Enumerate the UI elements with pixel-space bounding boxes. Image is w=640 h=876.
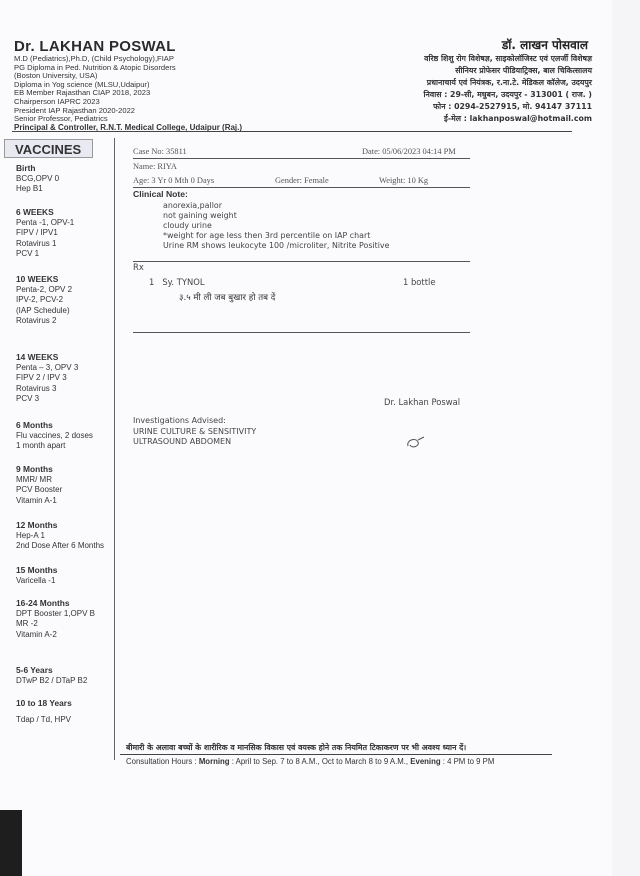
vaccine-item: MR -2 bbox=[16, 619, 38, 628]
vaccine-group-6-months bbox=[16, 420, 93, 452]
prescription-item bbox=[149, 277, 205, 287]
vaccine-item: Penta -1, OPV-1 bbox=[16, 217, 75, 227]
vaccine-item: DPT Booster 1,OPV B bbox=[16, 608, 95, 618]
vaccine-group-10-18-years bbox=[16, 698, 72, 725]
vaccine-item: Rotavirus 2 bbox=[16, 316, 57, 325]
vaccine-group-title: 10 to 18 Years bbox=[16, 698, 72, 708]
vaccine-item: PCV 3 bbox=[16, 394, 40, 403]
vaccine-group-title: 16-24 Months bbox=[16, 598, 70, 608]
medicine-name: Sy. TYNOL bbox=[162, 277, 205, 287]
vaccine-item: Hep-A 1 bbox=[16, 530, 45, 540]
vaccine-item: Varicella -1 bbox=[16, 575, 56, 585]
hindi-line: सीनियर प्रोफेसर पीडियाट्रिक्स, बाल चिकित्सालय bbox=[455, 66, 592, 75]
visit-date: Date: 05/06/2023 04:14 PM bbox=[362, 147, 456, 156]
rx-label: Rx bbox=[133, 262, 144, 272]
patient-gender: Gender: Female bbox=[275, 176, 329, 185]
vaccine-item: DTwP B2 / DTaP B2 bbox=[16, 675, 88, 685]
patient-age: Age: 3 Yr 0 Mth 0 Days bbox=[133, 176, 215, 185]
vaccine-group-title: 9 Months bbox=[16, 464, 53, 474]
vaccine-item: Vitamin A-1 bbox=[16, 495, 57, 505]
vaccine-item: Vitamin A-2 bbox=[16, 629, 57, 639]
clinical-note-line: cloudy urine bbox=[163, 221, 212, 230]
vaccine-group-title: 6 Months bbox=[16, 420, 53, 430]
vaccine-item: FIPV 2 / IPV 3 bbox=[16, 373, 67, 382]
vaccine-item: 2nd Dose After 6 Months bbox=[16, 541, 105, 550]
divider bbox=[133, 332, 470, 333]
vaccine-item: Penta – 3, OPV 3 bbox=[16, 362, 79, 372]
principal-line: Principal & Controller, R.N.T. Medical College, Udaipur (Raj.) bbox=[14, 122, 243, 132]
vaccine-group-6-weeks bbox=[16, 207, 74, 260]
vaccine-group-birth bbox=[16, 163, 59, 195]
hindi-line: प्रधानाचार्य एवं नियंत्रक, र.ना.टे. मेडिकल कॉलेज, उदयपुर bbox=[426, 78, 592, 87]
clinical-note-line: Urine RM shows leukocyte 100 /microliter, Nitrite Positive bbox=[163, 241, 390, 250]
vaccine-group-title: 10 WEEKS bbox=[16, 274, 59, 284]
qualification-line: Senior Professor, Pediatrics bbox=[14, 114, 108, 124]
vaccine-group-9-months bbox=[16, 464, 62, 506]
doctor-signature-name: Dr. Lakhan Poswal bbox=[384, 397, 461, 407]
qualification-line: EB Member Rajasthan CIAP 2018, 2023 bbox=[14, 88, 151, 98]
vaccine-item: FIPV / IPV1 bbox=[16, 228, 58, 237]
consultation-hours bbox=[126, 757, 494, 766]
vaccine-group-title: 6 WEEKS bbox=[16, 207, 54, 217]
footer-note-hindi: बीमारी के अलावा बच्चों के शारीरिक व मानसिक विकास एवं वयस्क होने तक नियमित टिकाकरण पर भी अवश्य ध्यान दें। bbox=[126, 743, 467, 752]
vaccine-item: BCG,OPV 0 bbox=[16, 173, 60, 183]
divider bbox=[133, 158, 470, 159]
vaccine-item: (IAP Schedule) bbox=[16, 305, 70, 315]
qualification-line: (Boston University, USA) bbox=[14, 71, 98, 81]
qualification-line: Chairperson IAPRC 2023 bbox=[14, 96, 100, 106]
investigation-item: URINE CULTURE & SENSITIVITY bbox=[133, 427, 257, 436]
vaccine-item: MMR/ MR bbox=[16, 474, 52, 484]
vaccine-group-title: 5-6 Years bbox=[16, 665, 53, 675]
vaccine-group-title: 12 Months bbox=[16, 520, 58, 530]
vaccine-group-5-6-years bbox=[16, 665, 87, 686]
evening-label: Evening bbox=[410, 757, 441, 766]
clinical-note-line: not gaining weight bbox=[163, 211, 237, 220]
vaccine-group-12-months bbox=[16, 520, 104, 552]
page-edge bbox=[612, 0, 640, 876]
divider bbox=[133, 187, 470, 188]
vaccine-item: PCV Booster bbox=[16, 485, 63, 494]
morning-hours: : April to Sep. 7 to 8 A.M., Oct to March 8 to 9 A.M., bbox=[229, 757, 411, 766]
item-number: 1 bbox=[149, 277, 155, 287]
investigation-item: ULTRASOUND ABDOMEN bbox=[133, 437, 232, 446]
clinical-note-line: anorexia,pallor bbox=[163, 201, 222, 210]
vaccine-item: PCV 1 bbox=[16, 249, 40, 258]
divider bbox=[133, 261, 470, 262]
doctor-qualifications bbox=[14, 55, 242, 132]
vaccine-item: Hep B1 bbox=[16, 184, 43, 193]
doctor-name: Dr. LAKHAN POSWAL bbox=[14, 38, 176, 55]
hindi-line: निवास : 29-सी, मधुबन, उदयपुर - 313001 ( राज. ) bbox=[423, 90, 592, 99]
case-number: Case No: 35811 bbox=[133, 147, 187, 156]
hindi-line: फोन : 0294-2527915, मो. 94147 37111 bbox=[433, 102, 592, 111]
doctor-name-hindi: डॉ. लाखन पोसवाल bbox=[501, 38, 588, 52]
qualification-line: M.D (Pediatrics),Ph.D, (Child Psychology),FIAP bbox=[14, 54, 174, 63]
vaccine-item: Tdap / Td, HPV bbox=[16, 714, 71, 724]
qualification-line: PG Diploma in Ped. Nutrition & Atopic Disorders bbox=[14, 62, 176, 72]
patient-weight: Weight: 10 Kg bbox=[379, 176, 429, 185]
patient-name: Name: RIYA bbox=[133, 162, 177, 171]
vaccine-item: IPV-2, PCV-2 bbox=[16, 295, 64, 304]
vaccine-item: Flu vaccines, 2 doses bbox=[16, 430, 93, 440]
vaccine-group-15-months bbox=[16, 565, 57, 586]
qualification-line: President IAP Rajasthan 2020-2022 bbox=[14, 105, 136, 115]
morning-label: Morning bbox=[198, 757, 230, 766]
vaccine-item: Rotavirus 3 bbox=[16, 383, 57, 393]
vaccine-item: Rotavirus 1 bbox=[16, 238, 57, 248]
qualification-line: Diploma in Yog science (MLSU,Udaipur) bbox=[14, 79, 150, 89]
consult-label: Consultation Hours : bbox=[126, 757, 199, 766]
footer-divider bbox=[120, 754, 552, 755]
dosage-instruction: ३.५ मी ली जब बुखार हो तब दें bbox=[179, 293, 276, 303]
hindi-line: ई-मेल : lakhanposwal@hotmail.com bbox=[444, 114, 592, 123]
evening-hours: : 4 PM to 9 PM bbox=[440, 757, 495, 766]
investigations-title: Investigations Advised: bbox=[133, 416, 226, 425]
hindi-line: वरिष्ठ शिशु रोग विशेषज्ञ, साइकोलॉजिस्ट एवं एलर्जी विशेषज्ञ bbox=[424, 54, 592, 63]
vaccine-group-title: Birth bbox=[16, 163, 36, 173]
header-divider bbox=[12, 131, 572, 132]
vaccine-group-title: 14 WEEKS bbox=[16, 352, 59, 362]
scan-background bbox=[0, 810, 22, 876]
vaccine-group-14-weeks bbox=[16, 352, 78, 405]
vaccine-item: 1 month apart bbox=[16, 441, 66, 450]
vaccines-title: VACCINES bbox=[4, 139, 93, 158]
clinical-note-title: Clinical Note: bbox=[133, 189, 188, 199]
medicine-quantity: 1 bottle bbox=[403, 277, 436, 287]
clinical-note-line: *weight for age less then 3rd percentile on IAP chart bbox=[163, 231, 371, 240]
vaccine-item: Penta-2, OPV 2 bbox=[16, 284, 73, 294]
vaccine-group-16-24-months bbox=[16, 598, 95, 640]
signature-mark bbox=[404, 434, 428, 452]
vaccine-group-10-weeks bbox=[16, 274, 72, 327]
sidebar-divider bbox=[114, 138, 115, 760]
vaccine-group-title: 15 Months bbox=[16, 565, 58, 575]
doctor-details-hindi bbox=[424, 53, 592, 125]
